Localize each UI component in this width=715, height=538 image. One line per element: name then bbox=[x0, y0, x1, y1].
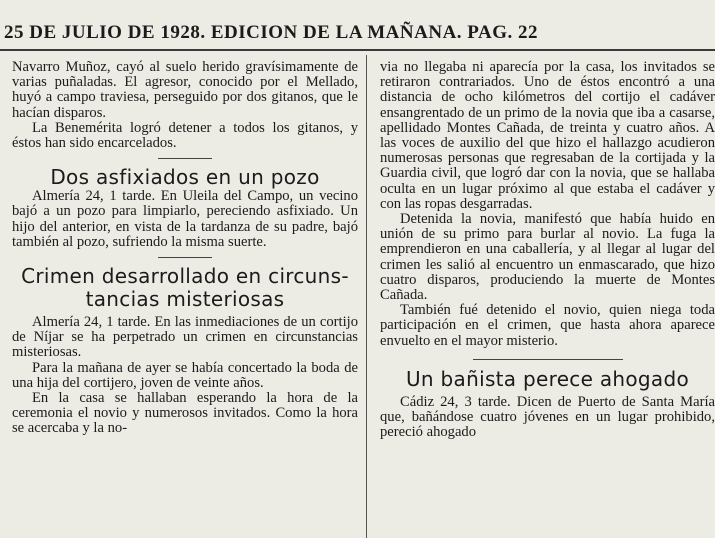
paragraph-nijar: Almería 24, 1 tarde. En las inmediaciones de un cortijo de Níjar se ha perpetrado un crimen en circunstancias misteriosas. bbox=[12, 314, 358, 361]
paragraph-benemerita: La Benemérita logró detener a todos los gitanos, y éstos han sido encarcelados. bbox=[12, 119, 358, 152]
paragraph-invitados: En la casa se hallaban esperando la hora de la ceremonia el novio y numerosos invitados. Como la hora se acercaba y la no- bbox=[12, 390, 358, 437]
header-rule bbox=[0, 49, 715, 51]
headline-crimen-line2: tancias misteriosas bbox=[85, 287, 285, 312]
headline-asfixiados: Dos asfixiados en un pozo bbox=[50, 165, 320, 190]
headline-banista: Un bañista perece ahogado bbox=[405, 366, 690, 391]
paragraph-detenida: Detenida la novia, manifestó que había huido en unión de su primo para burlar al novio. La fuga la emprendieron en una caballería, y al llegar al lugar del crimen les salió al encuentro un enmascarado, que hizo cuatro disparos, produciendo la muerte de Montes Cañada. bbox=[380, 211, 715, 304]
left-column bbox=[12, 60, 358, 437]
article-separator bbox=[158, 257, 212, 258]
right-column bbox=[380, 60, 715, 440]
column-divider bbox=[366, 55, 367, 538]
article-separator bbox=[473, 359, 623, 360]
page-header: 25 DE JULIO DE 1928. EDICION DE LA MAÑANA. PAG. 22 bbox=[4, 22, 538, 43]
headline-crimen-line1: Crimen desarrollado en circuns- bbox=[21, 264, 349, 289]
paragraph-cadiz: Cádiz 24, 3 tarde. Dicen de Puerto de Santa María que, bañándose cuatro jóvenes en un lugar prohibido, pereció ahogado bbox=[380, 393, 715, 441]
paragraph-cadaver: via no llegaba ni aparecía por la casa, los invitados se retiraron contrariados. Uno de éstos encontró a una distancia de ocho kilómetros del cortijo el cadáver ensangrentado de un primo de la novia que iba a casarse, apellidado Montes Cañada, de treinta y cuatro años. A las voces de auxilio del que hizo el hallazgo acudieron numerosas personas que regresaban de la cortijada y la Guardia civil, que logró dar con la novia, que se hallaba oculta en un lugar próximo al que estaba el cadáver y con las ropas desgarradas. bbox=[380, 60, 715, 212]
paragraph-novio: También fué detenido el novio, quien niega toda participación en el crimen, que hasta ahora aparece envuelto en el mayor misterio. bbox=[380, 302, 715, 349]
article-separator bbox=[158, 158, 212, 159]
paragraph-navarro: Navarro Muñoz, cayó al suelo herido gravísimamente de varias puñaladas. El agresor, conocido por el Mellado, huyó a campo traviesa, perseguido por dos gitanos, que le hacían disparos. bbox=[12, 59, 358, 121]
paragraph-boda: Para la mañana de ayer se había concertado la boda de una hija del cortijero, joven de veinte años. bbox=[12, 359, 358, 391]
paragraph-uleila: Almería 24, 1 tarde. En Uleila del Campo, un vecino bajó a un pozo para limpiarlo, pereciendo asfixiado. Un hijo del anterior, en vista de la tardanza de su padre, bajó también al pozo, sufriendo la misma suerte. bbox=[12, 188, 358, 250]
